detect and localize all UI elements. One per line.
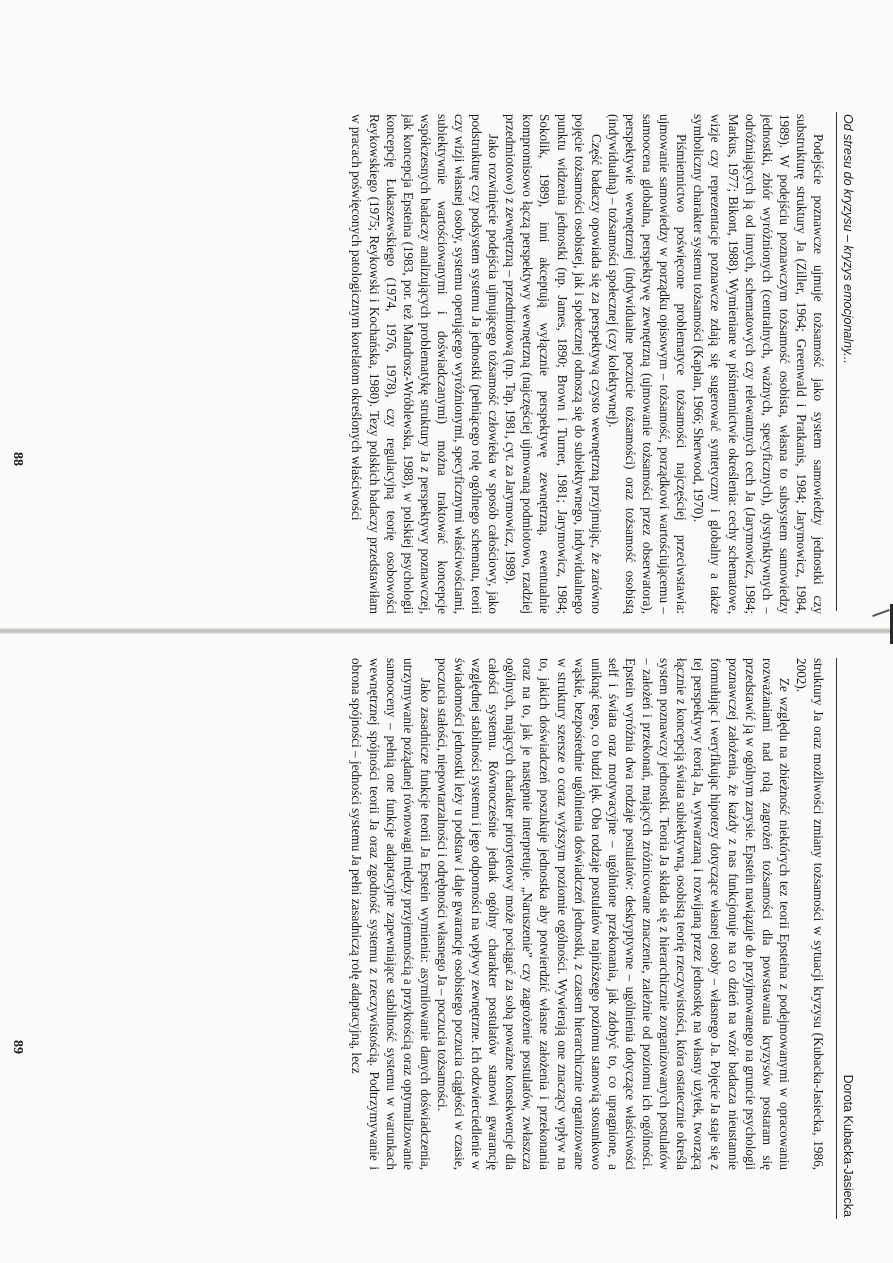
- page-number: 88: [10, 452, 25, 466]
- paragraph: Ze względu na zbieżność niektórych tez teorii Epsteina z podejmowanymi w opracowaniu rozważaniami nad rolą zagrożeń tożsamości dla powstawania kryzysów postaram się przedstawić ją w ogólnym zarysie. Epstein nawiązuje do przyjmowanego na gruncie psychologii poznawczej założenia, że każdy z nas funkcjonuje na co dzień na wzór badacza nieustannie formułując i weryfikując hipotezy dotyczące własnej osoby – własnego Ja. Pojęcie Ja staje się z tej perspektywy teorią Ja, wytwarzaną i rozwijaną przez jednostkę na własny użytek, tworzącą łącznie z koncepcją świata subiektywną, osobistą teorię rzeczywistości, która ostatecznie określa system poznawczy jednostki. Teoria Ja składa się z hierarchicznie zorganizowanych postulatów – założeń i przekonań, mających zróżnicowane znaczenie, zależnie od poziomu ich ogólności. Epstein wyróżnia dwa rodzaje postulatów: deskryptywne – ugólnienia dotyczące właściwości self i świata oraz motywacyjne – ugólnione przekonania, jak zdobyć to, co upragnione, a uniknąć tego, co budzi lęk. Oba rodzaje postulatów najniższego poziomu stanowią stosunkowo wąskie, bezpośrednie ugólnienia doświadczeń jednostki, z czasem hierarchicznie organizowane w struktury szersze o coraz wyższym poziomie ogólności. Wywierają one znaczący wpływ na to, jakich doświadczeń poszukuje jednostka aby potwierdzić własne założenia i przekonania oraz na to, jak je następnie interpretuje. „Naruszenie” czy zagrożenie postulatów, zwłaszcza ogólnych, mających charakter priorytetowy może pociągać za sobą poważne konsekwencje dla całości systemu. Równocześnie jednak ogólny charakter postulatów stanowi gwarancję względnej stabilności systemu i jego odporności na wpływy zewnętrzne. Ich odzwierciedlenie w świadomości jednostki leży u podstaw i daje gwarancję osobistego poczucia ciągłości w czasie, poczucia stałości, niepowtarzalności i odrębności własnego Ja – poczucia tożsamości.: [434, 658, 792, 1170]
- paragraph: Podejście poznawcze ujmuje tożsamość jako system samowiedzy jednostki czy substrukturę struktury Ja (Ziller, 1964; Greenwald i Pratkanis, 1984; Jarymowicz, 1984, 1989). W podejściu poznawczym tożsamość osobista, własna to subsystem samowiedzy jednostki, zbiór wyróżnionych (centralnych, ważnych, specyficznych), dystynktywnych – odróżniających ją od innych, schematowych czy relewantnych cech Ja (Jarymowicz, 1984; Markus, 1977; Bikont, 1988). Wymieniane w piśmiennictwie określenia: cechy schematowe, wizje czy reprezentacje poznawcze zdają się sugerować syntetyczny i globalny a także symboliczny charakter systemu tożsamości (Kaplan, 1966; Sherwood, 1970).: [691, 114, 826, 614]
- body-text: [27, 658, 827, 1170]
- paragraph: Jako zasadnicze funkcje teorii Ja Epstein wymienia: asymilowanie danych doświadczenia, utrzymywanie pożądanej równowagi między przyjemnością a przykrością oraz optymalizowanie samooceny – pełnią one funkcje adaptacyjne zapewniające stabilność systemu w warunkach wewnętrznej spójności teorii Ja oraz zgodność systemu z rzeczywistością. Podtrzymywanie i obrona spójności – jedności systemu Ja pełni zasadniczą rolę adaptacyjną, lecz: [349, 658, 433, 1170]
- body-text: [27, 114, 827, 614]
- header-rule: [836, 112, 837, 611]
- right-page: [0, 632, 893, 1263]
- paragraph: Piśmiennictwo poświęcone problematyce tożsamości najczęściej przeciwstawia: ujmowanie samowiedzy w porządku opisowym – tożsamość, porządkowi wartościującemu – samoocena globalna, perspektywę zewnętrzną (ujmowanie tożsamości przez obserwatora), perspektywie wewnętrznej (indywidualne poczucie tożsamości) oraz tożsamość osobistą (indywidualną) – tożsamości społecznej (czy kolektywnej).: [605, 114, 690, 614]
- header-rule: [836, 658, 837, 1219]
- paragraph: struktury Ja oraz możliwości zmiany tożsamości w sytuacji kryzysu (Kubacka-Jasiecka, 1986, 2002).: [793, 658, 826, 1170]
- paragraph: Jako rozwinięcie podejścia ujmującego tożsamość człowieka w sposób całościowy, jako podstrukturę czy podsystem systemu Ja jednostki (pełniącego rolę ogólnego schematu, teorii czy wizji własnej osoby, systemu operującego wyróżnionymi, specyficznymi właściwościami, subiektywnie wartościowanymi i doświadczanymi) można traktować koncepcje współczesnych badaczy analizujących problematykę struktury Ja z perspektywy poznawczej, jak koncepcja Epsteina (1983, por. też Mandrosz-Wróblewska, 1988), w polskiej psychologii koncepcję Łukaszewskiego (1974, 1976, 1978), czy regulacyjną teorię osobowości Reykowskiego (1975; Reykowski i Kochańska, 1980). Tezy polskich badaczy przedstawiłam w pracach poświęconych patologicznym korelatom określonych właściwości: [349, 114, 502, 614]
- paragraph: Część badaczy opowiada się za perspektywą czysto wewnętrzną przyjmując, że zarówno pojęcie tożsamości osobistej, jak i społecznej odnoszą się do subiektywnego, indywidualnego punktu widzenia jednostki (np. James, 1890; Brown i Turner, 1981; Jarymowicz, 1984; Sokolik, 1989), inni akceptują wyłącznie perspektywę zewnętrzną, ewentualnie kompromisowo łączą perspektywy wewnętrzną (najczęściej ujmowaną podmiotowo, rzadziej przedmiotowo) z zewnętrzną – przedmiotową (np. Tap, 1981, cyt. za Jarymowicz, 1989).: [503, 114, 604, 614]
- running-head: Od stresu do kryzysu – kryzys emocjonalny...: [841, 114, 855, 364]
- running-head: Dorota Kubacka-Jasiecka: [841, 1074, 855, 1217]
- page-number: 89: [10, 1040, 25, 1054]
- left-page: [0, 0, 893, 631]
